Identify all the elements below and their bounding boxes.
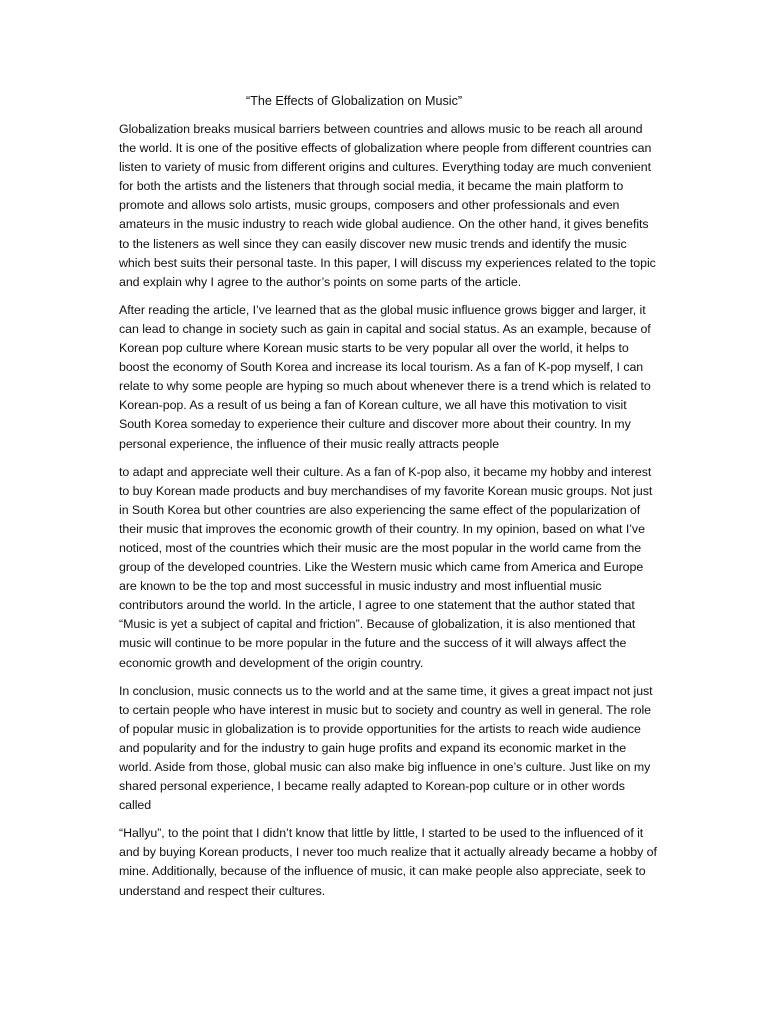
paragraph-continuation: to adapt and appreciate well their culture. As a fan of K-pop also, it became my hobby and interest to buy Korean made products and buy merchandises of my favorite Korean music groups. Not just in South Korea but other countries are also experiencing the same effect of the popularization of their music that improves the economic growth of their country. In my opinion, based on what I’ve noticed, most of the countries which their music are the most popular in the world came from the group of the developed countries. Like the Western music which came from America and Europe are known to be the top and most successful in music industry and most influential music contributors around the world. In the article, I agree to one statement that the author stated that “Music is yet a subject of capital and friction”. Because of globalization, it is also mentioned that music will continue to be more popular in the future and the success of it will always affect the economic growth and development of the origin country. — [119, 464, 653, 670]
paragraph-conclusion: In conclusion, music connects us to the world and at the same time, it gives a great impact not just to certain people who have interest in music but to society and country as well in general. The role of popular music in globalization is to provide opportunities for the artists to reach wide audience and popularity and for the industry to gain huge profits and expand its economic market in the world. Aside from those, global music can also make big influence in one’s culture. Just like on my shared personal experience, I became really adapted to Korean-pop culture or in other words called — [119, 683, 653, 813]
paragraph-introduction: Globalization breaks musical barriers between countries and allows music to be reach all around the world. It is one of the positive effects of globalization where people from different countries can listen to variety of music from different origins and cultures. Everything today are much convenient for both the artists and the listeners that through social media, it became the main platform to promote and allows solo artists, music groups, composers and other professionals and even amateurs in the music industry to reach wide global audience. On the other hand, it gives benefits to the listeners as well since they can easily discover new music trends and identify the music which best suits their personal taste. In this paper, I will discuss my experiences related to the topic and explain why I agree to the author’s points on some parts of the article. — [119, 122, 656, 289]
paragraph-article-reflection: After reading the article, I’ve learned that as the global music influence grows bigger and larger, it can lead to change in society such as gain in capital and social status. As an example, because of Korean pop culture where Korean music starts to be very popular all over the world, it helps to boost the economy of South Korea and increase its local tourism. As a fan of K-pop myself, I can relate to why some people are hyping so much about whenever there is a trend which is related to Korean-pop. As a result of us being a fan of Korean culture, we all have this motivation to visit South Korea someday to experience their culture and discover more about their country. In my personal experience, the influence of their music really attracts people — [119, 302, 651, 451]
document-title: “The Effects of Globalization on Music” — [246, 94, 463, 108]
paragraph-hallyu: “Hallyu”, to the point that I didn’t know that little by little, I started to be used to the influenced of it and by buying Korean products, I never too much realize that it actually already became a hobby of mine. Additionally, because of the influence of music, it can make people also appreciate, seek to understand and respect their cultures. — [119, 826, 657, 898]
